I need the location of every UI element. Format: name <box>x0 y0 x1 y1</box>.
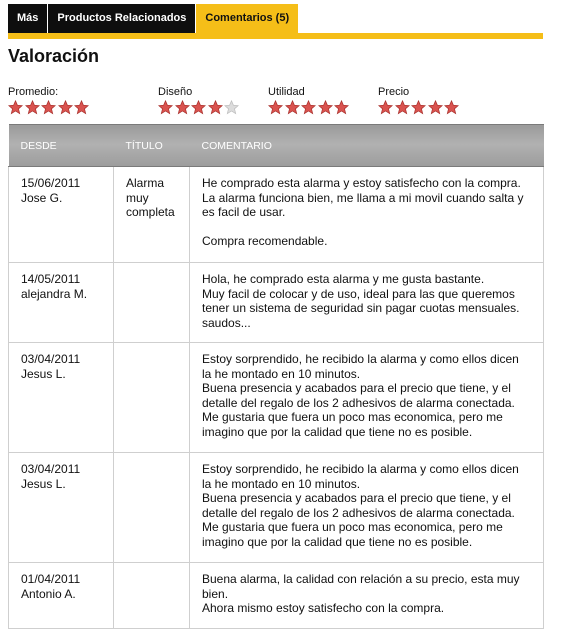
cell-comentario <box>190 343 544 453</box>
table-row <box>9 453 544 563</box>
cell-titulo <box>114 563 190 629</box>
comment-author: Jesus L. <box>21 476 66 491</box>
star-icon <box>378 100 394 115</box>
star-icon <box>175 100 191 115</box>
comment-author: Jesus L. <box>21 366 66 381</box>
star-icon <box>268 100 284 115</box>
star-icon <box>41 100 57 115</box>
star-icon <box>25 100 41 115</box>
star-icon <box>158 100 174 115</box>
tab-comentarios[interactable]: Comentarios (5) <box>196 4 298 33</box>
comment-date: 03/04/2011 <box>21 462 81 476</box>
star-icon <box>395 100 411 115</box>
comment-text: Muy facil de colocar y de uso, ideal para las que queremos tener un sistema de seguridad sin pagar cuotas mensuales. saudos... <box>202 286 520 330</box>
star-icon <box>224 100 240 115</box>
comment-date: 15/06/2011 <box>21 176 81 190</box>
comment-text: Compra recomendable. <box>202 233 328 248</box>
tab-underline <box>8 33 543 39</box>
comment-text: Buena presencia y acabados para el precio que tiene, y el detalle del regalo de los 2 adhesivos de alarma conectada. Me gustaria que fuera un poco mas economica, pero me imagino que por la calidad que tiene no es posible. <box>202 491 515 549</box>
star-icon <box>8 100 24 115</box>
cell-titulo <box>114 343 190 453</box>
tab-productos-relacionados[interactable]: Productos Relacionados <box>48 4 196 33</box>
cell-desde <box>9 453 114 563</box>
table-header-row <box>9 125 544 167</box>
comment-text: He comprado esta alarma y estoy satisfecho con la compra. La alarma funciona bien, me llama a mi movil cuando salta y es facil de usar. <box>202 176 524 219</box>
comment-author: Antonio A. <box>21 586 76 601</box>
star-icon <box>285 100 301 115</box>
star-icon <box>191 100 207 115</box>
comments-table <box>8 124 544 629</box>
star-icon <box>411 100 427 115</box>
cell-desde <box>9 343 114 453</box>
comment-date: 01/04/2011 <box>21 572 81 586</box>
cell-comentario <box>190 453 544 563</box>
page-title: Valoración <box>8 46 100 66</box>
star-rating <box>158 100 241 115</box>
cell-titulo <box>114 453 190 563</box>
rating-utilidad <box>268 85 351 115</box>
star-icon <box>334 100 350 115</box>
comment-text: Buena presencia y acabados para el precio que tiene, y el detalle del regalo de los 2 adhesivos de alarma conectada. Me gustaria que fuera un poco mas economica, pero me imagino que por la calidad que tiene no es posible. <box>202 381 515 439</box>
star-icon <box>208 100 224 115</box>
star-icon <box>444 100 460 115</box>
cell-titulo: Alarma muy completa <box>114 167 190 263</box>
cell-comentario <box>190 167 544 263</box>
comment-author: Jose G. <box>21 190 63 205</box>
cell-comentario <box>190 263 544 343</box>
table-row <box>9 343 544 453</box>
table-row <box>9 263 544 343</box>
star-rating <box>268 100 351 115</box>
star-icon <box>74 100 90 115</box>
column-header-comentario: COMENTARIO <box>190 125 544 167</box>
comment-text: Estoy sorprendido, he recibido la alarma y como ellos dicen la he montado en 10 minutos. <box>202 462 519 491</box>
comment-date: 14/05/2011 <box>21 272 81 286</box>
ratings-row <box>8 85 543 117</box>
star-rating <box>378 100 461 115</box>
cell-desde <box>9 563 114 629</box>
table-row <box>9 167 544 263</box>
column-header-desde: DESDE <box>9 125 114 167</box>
star-rating <box>8 100 91 115</box>
rating-precio <box>378 85 461 115</box>
rating-promedio <box>8 85 91 115</box>
comment-text: Buena alarma, la calidad con relación a su precio, esta muy bien. <box>202 572 520 601</box>
rating-label: Utilidad <box>268 86 305 98</box>
star-icon <box>58 100 74 115</box>
cell-desde <box>9 167 114 263</box>
tab-mas[interactable]: Más <box>8 4 48 33</box>
cell-comentario <box>190 563 544 629</box>
column-header-titulo: TÍTULO <box>114 125 190 167</box>
comment-date: 03/04/2011 <box>21 352 81 366</box>
rating-label: Diseño <box>158 86 193 98</box>
comment-text: Ahora mismo estoy satisfecho con la compra. <box>202 601 445 615</box>
rating-label: Promedio: <box>8 86 59 98</box>
comment-text: Hola, he comprado esta alarma y me gusta bastante. <box>202 272 485 286</box>
star-icon <box>318 100 334 115</box>
rating-diseno <box>158 85 241 115</box>
star-icon <box>428 100 444 115</box>
cell-desde <box>9 263 114 343</box>
table-row <box>9 563 544 629</box>
cell-titulo <box>114 263 190 343</box>
comment-author: alejandra M. <box>21 286 88 301</box>
comment-text: Estoy sorprendido, he recibido la alarma y como ellos dicen la he montado en 10 minutos. <box>202 352 519 381</box>
rating-label: Precio <box>378 86 410 98</box>
tab-bar <box>8 4 298 33</box>
star-icon <box>301 100 317 115</box>
